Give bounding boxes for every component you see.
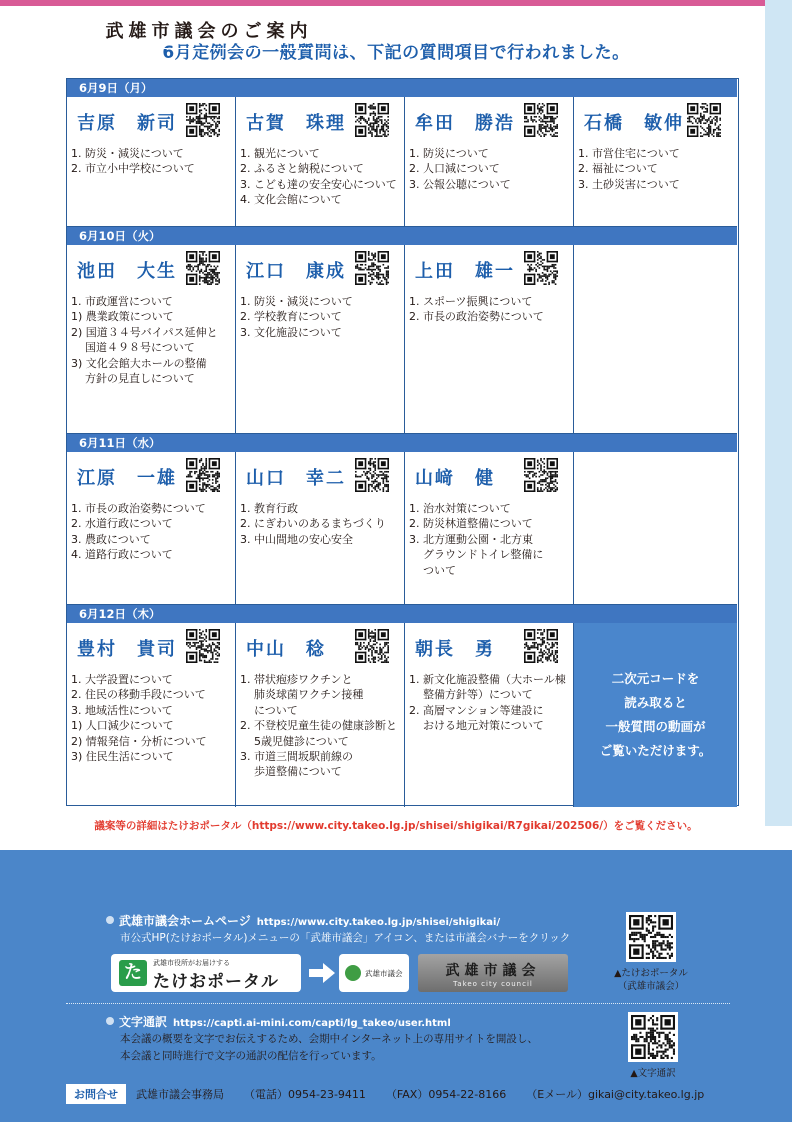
session-date-bar: 6月12日（木） [67, 605, 737, 623]
member-card [405, 245, 574, 434]
member-name: 吉原 新司 [77, 113, 177, 134]
page-title: 6月定例会の一般質問は、下記の質問項目で行われました。 [162, 43, 630, 63]
video-qr-code[interactable] [186, 458, 220, 492]
contact-office: 武雄市議会事務局 [136, 1088, 224, 1101]
guide-title: 武雄市議会のご案内 [68, 16, 350, 49]
topic-item: ついて [409, 563, 456, 577]
video-qr-code[interactable] [355, 458, 389, 492]
contact-tel: （電話）0954-23-9411 [244, 1088, 366, 1101]
council-banner-subtitle: Takeo city council [453, 980, 533, 988]
member-name: 中山 稔 [246, 639, 326, 660]
topic-item: 1. スポーツ振興について [409, 295, 533, 308]
member-card [405, 623, 574, 807]
video-qr-code[interactable] [186, 629, 220, 663]
video-qr-code[interactable] [524, 251, 558, 285]
empty-cell [574, 245, 737, 434]
topic-item: 1. 防災・減災について [240, 295, 353, 308]
question-topics [71, 146, 233, 177]
topic-item: 2. 高層マンション等建設に [409, 703, 544, 717]
qr-code-icon [186, 103, 220, 137]
topic-item: 1. 教育行政 [240, 502, 298, 515]
qr-code-icon [186, 629, 220, 663]
member-name: 石橋 敏伸 [584, 113, 684, 134]
council-emblem-icon [345, 965, 361, 981]
topic-item: について [240, 703, 298, 717]
topic-item: 3. 市道三間坂駅前線の [240, 750, 353, 764]
topic-item: 3. 文化施設について [240, 325, 342, 339]
member-card [574, 97, 737, 227]
question-topics [409, 672, 571, 734]
topic-item: 2. 学校教育について [240, 310, 342, 324]
qr-code-icon [186, 458, 220, 492]
topic-item: 3) 住民生活について [71, 750, 174, 764]
member-name: 朝長 勇 [415, 639, 495, 660]
topic-item: 1. 市政運営について [71, 295, 173, 308]
topic-item: 1. 市長の政治姿勢について [71, 502, 206, 515]
topic-item: 1. 新文化施設整備（大ホール棟 [409, 673, 566, 686]
qr-code-icon [355, 103, 389, 137]
homepage-url[interactable]: https://www.city.takeo.lg.jp/shisei/shigikai/ [256, 917, 501, 928]
video-qr-code[interactable] [355, 629, 389, 663]
council-banner-title: 武雄市議会 [445, 963, 541, 979]
video-qr-code[interactable] [687, 103, 721, 137]
qr-instruction-line: 一般質問の動画が [605, 719, 706, 734]
topic-item: 2. ふるさと納税について [240, 162, 364, 176]
topic-item: 2. 福祉について [578, 162, 658, 176]
question-topics [409, 501, 571, 578]
caption-qr-caption: ▲文字通訳 [630, 1068, 676, 1079]
topic-item: 3. 地域活性について [71, 703, 173, 717]
question-topics [240, 146, 402, 208]
video-qr-code[interactable] [524, 458, 558, 492]
topic-item: グラウンドトイレ整備に [409, 548, 544, 562]
contact-email[interactable]: （Eメール）gikai@city.takeo.lg.jp [526, 1088, 705, 1101]
topic-item: 2. 水道行政について [71, 517, 173, 531]
video-qr-code[interactable] [186, 251, 220, 285]
member-name: 池田 大生 [77, 261, 177, 282]
member-name: 牟田 勝浩 [415, 113, 515, 134]
council-icon-label: 武雄市議会 [365, 969, 403, 978]
question-topics [240, 672, 402, 780]
member-name: 豊村 貴司 [77, 639, 177, 660]
section-divider [66, 1003, 730, 1004]
council-banner[interactable] [418, 954, 568, 992]
topic-item: 1. 防災・減災について [71, 147, 184, 160]
contact-line [66, 1084, 724, 1104]
member-card [236, 452, 405, 605]
session-date-bar: 6月10日（火） [67, 227, 737, 245]
topic-item: 3. こども達の安全安心について [240, 177, 397, 191]
topic-item: 2. 不登校児童生徒の健康診断と [240, 719, 397, 733]
topic-item: 整備方針等）について [409, 688, 533, 702]
member-card [67, 97, 236, 227]
topic-item: 1. 観光について [240, 147, 320, 160]
topic-item: 2. 防災林道整備について [409, 517, 533, 531]
qr-code-icon [355, 251, 389, 285]
qr-code-icon [524, 251, 558, 285]
topic-item: 3) 文化会館大ホールの整備 [71, 356, 207, 370]
member-card [67, 245, 236, 434]
question-schedule-table [66, 78, 739, 806]
topic-item: 1. 大学設置について [71, 673, 173, 686]
contact-fax: （FAX）0954-22-8166 [385, 1088, 507, 1101]
homepage-description: 市公式HP(たけおポータル)メニューの「武雄市議会」アイコン、または市議会バナーをクリック [120, 932, 571, 944]
portal-qr-caption-2: （武雄市議会） [617, 981, 685, 992]
topic-item: 1) 人口減少について [71, 719, 174, 733]
topic-item: 3. 公報公聴について [409, 177, 511, 191]
qr-instruction-note [574, 623, 737, 807]
topic-item: 2. 市長の政治姿勢について [409, 310, 544, 324]
topic-item: 3. 中山間地の安心安全 [240, 532, 353, 546]
member-name: 江原 一雄 [77, 468, 177, 489]
topic-item: 5歳児健診について [240, 734, 349, 748]
qr-code-icon [524, 629, 558, 663]
topic-item: 3. 農政について [71, 532, 151, 546]
question-topics [578, 146, 735, 192]
caption-qr-code[interactable] [628, 1012, 678, 1062]
caption-service-line [106, 1015, 451, 1031]
qr-code-icon [355, 458, 389, 492]
takeo-portal-logo[interactable] [111, 954, 301, 992]
topic-item: 2) 情報発信・分析について [71, 734, 207, 748]
member-name: 山口 幸二 [246, 468, 346, 489]
qr-code-icon [524, 458, 558, 492]
topic-item: 方針の見直しについて [71, 372, 195, 386]
topic-item: 1. 市営住宅について [578, 147, 680, 160]
topic-item: おける地元対策について [409, 719, 544, 733]
qr-code-icon [687, 103, 721, 137]
qr-instruction-line: 二次元コードを [611, 671, 700, 686]
topic-item: 国道４９８号について [71, 341, 195, 355]
session-date-bar: 6月9日（月） [67, 79, 737, 97]
caption-service-label: 文字通訳 [119, 1015, 168, 1029]
portal-qr-caption-1: ▲たけおポータル [614, 968, 688, 979]
caption-description-2: 本会議と同時進行で文字の通訳の配信を行っています。 [120, 1050, 382, 1062]
homepage-line [106, 914, 500, 930]
topic-item: 4. 道路行政について [71, 548, 173, 562]
caption-description-1: 本会議の概要を文字でお伝えするため、会期中インターネット上の専用サイトを開設し、 [120, 1033, 538, 1045]
top-accent-line [0, 0, 792, 6]
question-topics [240, 501, 402, 547]
topic-item: 2. 人口減について [409, 162, 500, 176]
member-card [405, 452, 574, 605]
topic-item: 肺炎球菌ワクチン接種 [240, 688, 364, 702]
question-topics [71, 672, 233, 764]
bullet-icon [106, 1017, 114, 1025]
member-card [236, 245, 405, 434]
topic-item: 2. 住民の移動手段について [71, 688, 206, 702]
homepage-label: 武雄市議会ホームページ [119, 914, 251, 928]
video-qr-code[interactable] [524, 103, 558, 137]
member-card [67, 452, 236, 605]
topic-item: 2. 市立小中学校について [71, 162, 195, 176]
topic-item: 3. 北方運動公園・北方東 [409, 532, 533, 546]
portal-qr-code[interactable] [626, 912, 676, 962]
topic-item: 4. 文化会館について [240, 193, 342, 207]
member-name: 古賀 珠理 [246, 113, 346, 134]
topic-item: 歩道整備について [240, 765, 342, 779]
topic-item: 1. 治水対策について [409, 502, 511, 515]
member-name: 上田 雄一 [415, 261, 515, 282]
arrow-right-icon [309, 962, 335, 984]
session-date-bar: 6月11日（水） [67, 434, 737, 452]
question-topics [71, 501, 233, 563]
video-qr-code[interactable] [355, 103, 389, 137]
portal-mark-icon: た [119, 960, 147, 986]
question-topics [240, 294, 402, 340]
topic-item: 3. 土砂災害について [578, 177, 680, 191]
video-qr-code[interactable] [355, 251, 389, 285]
empty-cell [574, 452, 737, 605]
qr-code-icon [355, 629, 389, 663]
bullet-icon [106, 916, 114, 924]
question-topics [409, 294, 571, 325]
question-topics [71, 294, 233, 386]
member-card [236, 623, 405, 807]
qr-instruction-line: 読み取ると [624, 695, 687, 710]
member-name: 江口 康成 [246, 261, 346, 282]
qr-instruction-line: ご覧いただけます。 [599, 743, 712, 758]
council-menu-icon[interactable] [339, 954, 409, 992]
member-card [405, 97, 574, 227]
contact-tag: お問合せ [66, 1084, 126, 1104]
member-name: 山﨑 健 [415, 468, 495, 489]
topic-item: 2. にぎわいのあるまちづくり [240, 517, 386, 531]
qr-code-icon [629, 915, 673, 959]
video-qr-code[interactable] [186, 103, 220, 137]
topic-item: 1) 農業政策について [71, 310, 174, 324]
question-topics [409, 146, 571, 192]
topic-item: 1. 帯状疱疹ワクチンと [240, 673, 353, 686]
member-card [67, 623, 236, 807]
portal-logo-caption: 武雄市役所がお届けする [153, 959, 230, 967]
video-qr-code[interactable] [524, 629, 558, 663]
caption-service-url[interactable]: https://capti.ai-mini.com/capti/lg_takeo/user.html [173, 1018, 451, 1029]
qr-code-icon [186, 251, 220, 285]
qr-code-icon [631, 1015, 675, 1059]
qr-code-icon [524, 103, 558, 137]
member-card [236, 97, 405, 227]
detail-footnote: 議案等の詳細はたけおポータル（https://www.city.takeo.lg.jp/shisei/shigikai/R7gikai/202506/）をご覧ください。 [94, 820, 698, 832]
portal-logo-text: たけおポータル [153, 972, 279, 992]
qr-instruction-text [600, 667, 712, 763]
topic-item: 2) 国道３４号バイパス延伸と [71, 325, 218, 339]
topic-item: 1. 防災について [409, 147, 489, 160]
side-color-strip [765, 0, 792, 826]
